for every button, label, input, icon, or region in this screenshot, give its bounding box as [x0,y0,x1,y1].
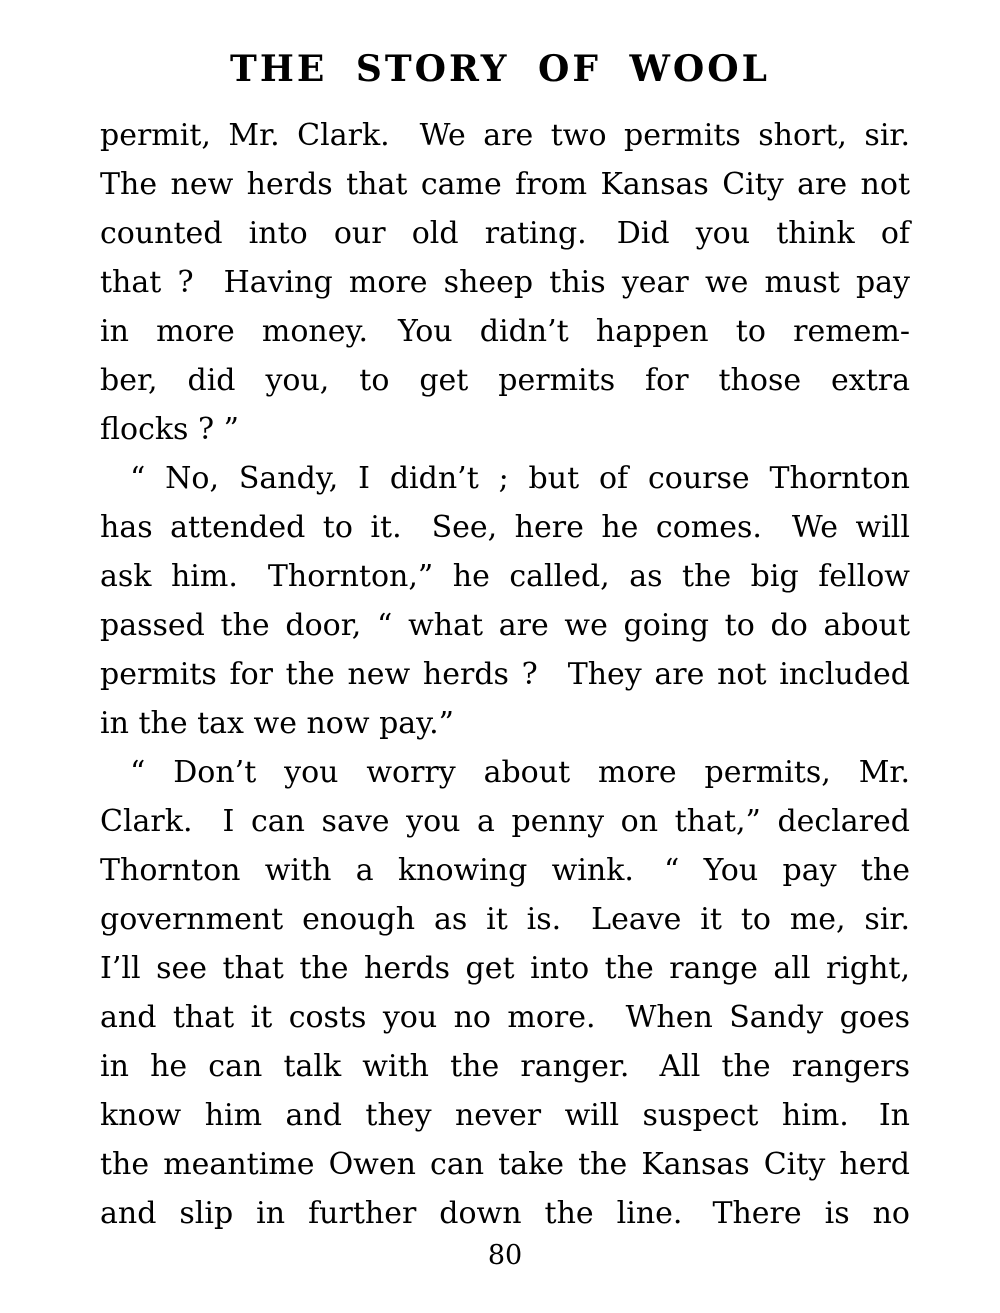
text-line: “ No, Sandy, I didn’t ; but of course Thornton [130,461,910,497]
text-line: I’ll see that the herds get into the range all right, [100,951,910,987]
text-line: has attended to it. See, here he comes. We will [100,510,910,546]
text-line: the meantime Owen can take the Kansas City herd [100,1147,910,1183]
page-number: 80 [487,1240,523,1272]
running-header: THE STORY OF WOOL [230,48,770,90]
body-text [100,111,910,1238]
text-line: in he can talk with the ranger. All the rangers [100,1049,910,1085]
text-line: Thornton with a knowing wink. “ You pay the [100,853,910,889]
text-line: flocks ? ” [100,412,239,448]
text-line: ber, did you, to get permits for those extra [100,363,910,399]
text-line: permit, Mr. Clark. We are two permits short, sir. [100,118,910,154]
text-line: passed the door, “ what are we going to do about [100,608,910,644]
text-line: and slip in further down the line. There is no [100,1196,910,1232]
text-line: in the tax we now pay.” [100,706,455,742]
text-line: government enough as it is. Leave it to me, sir. [100,902,910,938]
text-line: and that it costs you no more. When Sandy goes [100,1000,910,1036]
text-line: Clark. I can save you a penny on that,” declared [100,804,910,840]
text-line: ask him. Thornton,” he called, as the big fellow [100,559,910,595]
text-line: that ? Having more sheep this year we must pay [100,265,910,301]
text-line: permits for the new herds ? They are not included [100,657,910,693]
text-line: counted into our old rating. Did you think of [100,216,910,252]
text-line: The new herds that came from Kansas City are not [100,167,910,203]
text-line: “ Don’t you worry about more permits, Mr. [130,755,910,791]
text-line: know him and they never will suspect him. In [100,1098,910,1134]
text-line: in more money. You didn’t happen to remem- [100,314,910,350]
